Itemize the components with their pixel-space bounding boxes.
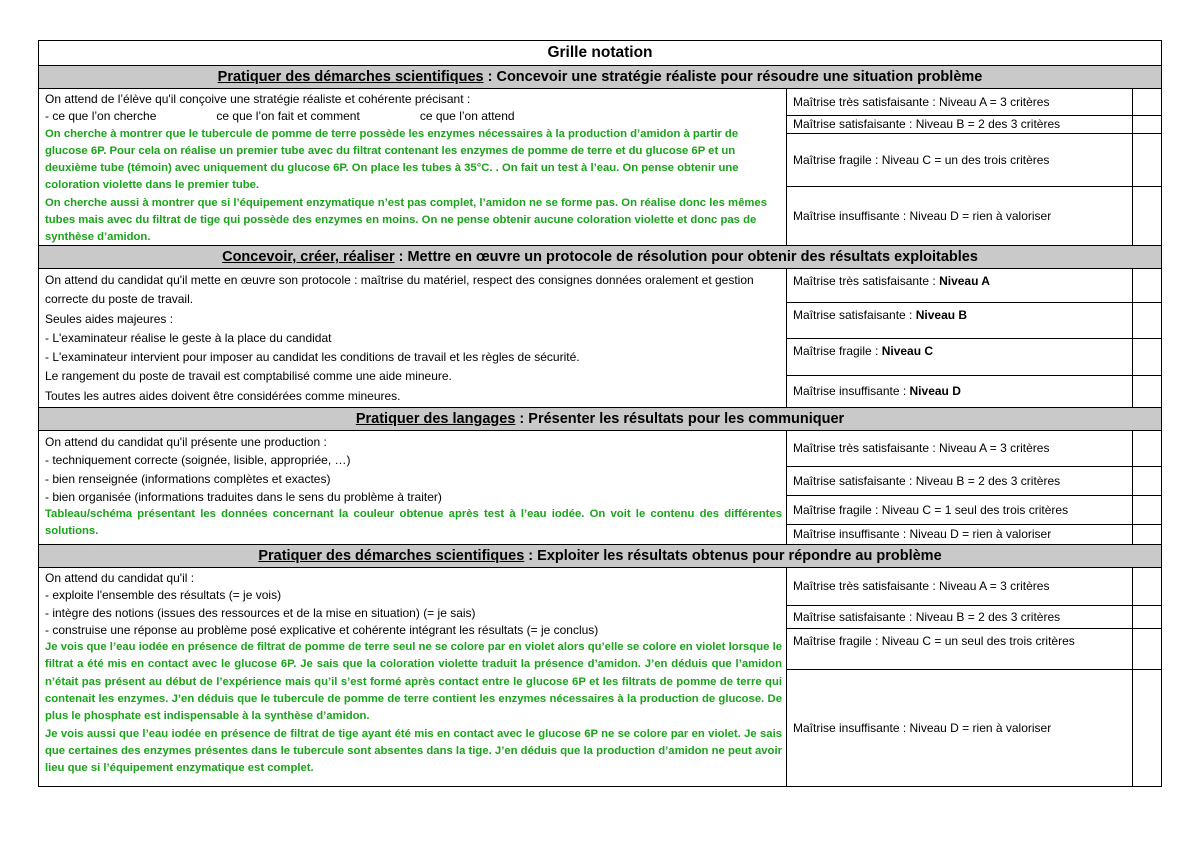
check-box[interactable]: [1132, 525, 1161, 544]
text-line: On attend du candidat qu'il présente une production :: [45, 435, 327, 449]
check-box[interactable]: [1132, 187, 1161, 245]
criterion-c: Maîtrise fragile : Niveau C: [793, 344, 934, 358]
section-2-skill: Concevoir, créer, réaliser: [222, 249, 395, 265]
text-span: ce que l’on fait et comment: [216, 109, 360, 124]
text-line: - exploite l'ensemble des résultats (= je vois): [45, 588, 282, 603]
section-3-subtitle: : Présenter les résultats pour les communiquer: [515, 411, 845, 427]
section-1-header: [39, 66, 1161, 89]
criterion-a: Maîtrise très satisfaisante : Niveau A: [793, 274, 990, 288]
section-1: [39, 89, 1161, 246]
text-line: On attend du candidat qu'il mette en œuvre son protocole : maîtrise du matériel, respect des consignes données oralement et gestion correcte du poste de travail.: [45, 273, 754, 307]
check-box[interactable]: [1132, 269, 1161, 302]
check-box[interactable]: [1132, 134, 1161, 186]
check-box[interactable]: [1132, 568, 1161, 605]
answer-text: On cherche à montrer que le tubercule de pomme de terre possède les enzymes nécessaires à la production d’amidon à partir de glucose 6P. Pour cela on réalise un premier tube avec du filtrat contenant les enzymes de pomme de terre et du glucose 6P et un deuxième tube (témoin) avec uniquement du glucose 6P. On place les tubes à 35°C. . On fait un test à l’eau. On pense obtenir une coloration violette dans le premier tube.: [45, 127, 739, 192]
section-4-expectations: [39, 568, 787, 786]
section-3-criteria: [787, 431, 1161, 544]
criterion-a: Maîtrise très satisfaisante : Niveau A = 3 critères: [793, 441, 1050, 455]
answer-text: Je vois que l’eau iodée en présence de filtrat de pomme de terre seul ne se colore par en violet alors qu’elle se colore en violet lorsque le filtrat a été mis en contact avec le glucose 6P. Je sais que la coloration violette traduit la présence d’amidon. J’en déduis que l’amidon n’était pas présent au début de l’expérience mais qu’il s’est formé après contact entre le glucose 6P et les filtrats de pomme de terre qui contenait les enzymes. J’en déduis que le tubercule de pomme de terre contient les enzymes nécessaires à la production de glucose. De plus le phosphate est indispensable à la synthèse d’amidon.: [45, 641, 782, 723]
check-box[interactable]: [1132, 496, 1161, 524]
section-1-expectations: [39, 89, 787, 245]
section-3-header: [39, 408, 1161, 431]
criterion-b: Maîtrise satisfaisante : Niveau B = 2 des 3 critères: [793, 117, 1061, 131]
text-line: - L'examinateur réalise le geste à la place du candidat: [45, 330, 332, 345]
text-span: - ce que l’on cherche: [45, 109, 157, 124]
text-line: - bien renseignée (informations complètes et exactes): [45, 471, 331, 486]
text-line: Toutes les autres aides doivent être considérées comme mineures.: [45, 388, 401, 403]
criterion-c: Maîtrise fragile : Niveau C = un des trois critères: [793, 152, 1050, 167]
section-2-expectations: [39, 269, 787, 407]
section-4-subtitle: : Exploiter les résultats obtenus pour répondre au problème: [524, 548, 942, 564]
text-line: - construise une réponse au problème posé explicative et cohérente intégrant les résultats (= je conclus): [45, 622, 599, 637]
check-box[interactable]: [1132, 670, 1161, 786]
page-title: Grille notation: [39, 41, 1161, 66]
check-box[interactable]: [1132, 116, 1161, 133]
criterion-b: Maîtrise satisfaisante : Niveau B: [793, 308, 968, 322]
grading-grid: [38, 40, 1162, 787]
text-line: Le rangement du poste de travail est comptabilisé comme une aide mineure.: [45, 369, 452, 384]
text-line: On attend du candidat qu'il :: [45, 571, 195, 585]
text-line: On attend de l’élève qu'il conçoive une stratégie réaliste et cohérente précisant :: [45, 92, 471, 106]
section-1-skill: Pratiquer des démarches scientifiques: [217, 69, 484, 85]
criterion-d: Maîtrise insuffisante : Niveau D = rien à valoriser: [793, 527, 1052, 541]
check-box[interactable]: [1132, 376, 1161, 407]
criterion-d: Maîtrise insuffisante : Niveau D: [793, 384, 961, 398]
criterion-d: Maîtrise insuffisante : Niveau D = rien à valoriser: [793, 208, 1052, 223]
section-1-subtitle: : Concevoir une stratégie réaliste pour résoudre une situation problème: [483, 69, 983, 85]
section-4: [39, 568, 1161, 786]
text-line: [45, 108, 782, 125]
check-box[interactable]: [1132, 89, 1161, 115]
section-3: [39, 431, 1161, 545]
criterion-b: Maîtrise satisfaisante : Niveau B = 2 des 3 critères: [793, 609, 1061, 624]
text-line: - techniquement correcte (soignée, lisible, appropriée, …): [45, 453, 351, 468]
text-line: Seules aides majeures :: [45, 311, 174, 326]
section-2: [39, 269, 1161, 408]
section-3-expectations: [39, 431, 787, 544]
section-2-criteria: [787, 269, 1161, 407]
text-line: - bien organisée (informations traduites dans le sens du problème à traiter): [45, 489, 442, 504]
section-3-skill: Pratiquer des langages: [355, 411, 516, 427]
check-box[interactable]: [1132, 467, 1161, 495]
section-4-header: [39, 545, 1161, 568]
check-box[interactable]: [1132, 339, 1161, 375]
criterion-c: Maîtrise fragile : Niveau C = 1 seul des trois critères: [793, 502, 1069, 517]
section-1-criteria: [787, 89, 1161, 245]
section-2-subtitle: : Mettre en œuvre un protocole de résolution pour obtenir des résultats exploitables: [394, 249, 978, 265]
text-line: - L'examinateur intervient pour imposer au candidat les conditions de travail et les règles de sécurité.: [45, 350, 580, 365]
check-box[interactable]: [1132, 303, 1161, 338]
section-4-criteria: [787, 568, 1161, 786]
criterion-c: Maîtrise fragile : Niveau C = un seul des trois critères: [793, 634, 1075, 648]
criterion-d: Maîtrise insuffisante : Niveau D = rien à valoriser: [793, 720, 1052, 735]
check-box[interactable]: [1132, 431, 1161, 466]
criterion-a: Maîtrise très satisfaisante : Niveau A = 3 critères: [793, 579, 1050, 593]
answer-text: Tableau/schéma présentant les données concernant la couleur obtenue après test à l’eau iodée. On voit le contenu des différentes solutions.: [45, 508, 782, 538]
criterion-a: Maîtrise très satisfaisante : Niveau A = 3 critères: [793, 94, 1050, 109]
answer-text: Je vois aussi que l’eau iodée en présence de filtrat de tige ayant été mis en contact avec le glucose 6P ne se colore par en violet. Je sais que certaines des enzymes présentes dans le tubercule sont absentes dans la tige. J’en déduis que la production d’amidon ne peut avoir lieu que si l’équipement enzymatique est complet.: [45, 727, 782, 775]
answer-text: On cherche aussi à montrer que si l’équipement enzymatique n’est pas complet, l’amidon ne se forme pas. On réalise donc les mêmes tubes mais avec du filtrat de tige qui possède des enzymes en moins. On ne pense obtenir aucune coloration violette et donc pas de synthèse d’amidon.: [45, 196, 767, 244]
text-span: ce que l’on attend: [419, 109, 515, 124]
check-box[interactable]: [1132, 629, 1161, 669]
section-4-skill: Pratiquer des démarches scientifiques: [258, 548, 525, 564]
section-2-header: [39, 246, 1161, 269]
criterion-b: Maîtrise satisfaisante : Niveau B = 2 des 3 critères: [793, 473, 1061, 488]
check-box[interactable]: [1132, 606, 1161, 628]
text-line: - intègre des notions (issues des ressources et de la mise en situation) (= je sais): [45, 605, 476, 620]
